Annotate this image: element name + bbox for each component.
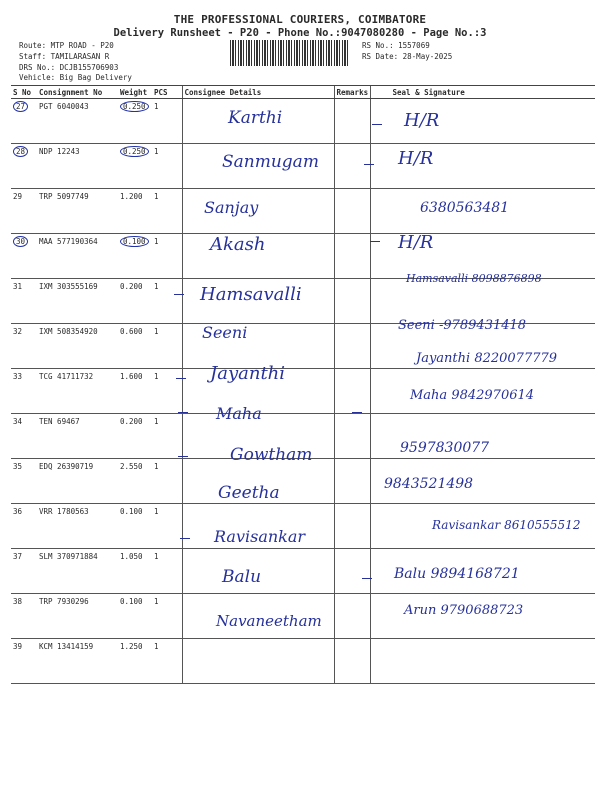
table-row: [11, 639, 595, 684]
runsheet-title: Delivery Runsheet - P20 - Phone No.:9047080280 - Page No.:3: [113, 27, 487, 39]
handwritten-signature: Arun 9790688723: [404, 603, 524, 618]
col-consignment: Consignment No: [37, 86, 118, 99]
consignment-no: SLM 370971884: [37, 549, 118, 594]
handwritten-signature: 9597830077: [400, 440, 490, 456]
handwritten-signature: Ravisankar 8610555512: [432, 518, 581, 532]
weight: 0.100: [118, 504, 152, 549]
handwritten-consignee: Sanmugam: [222, 152, 319, 172]
handwritten-consignee: Gowtham: [230, 445, 313, 465]
consignment-no: TCG 41711732: [37, 369, 118, 414]
sno: 33: [11, 369, 37, 414]
weight: 0.250: [120, 146, 149, 157]
table-row: [11, 459, 595, 504]
weight: 1.250: [118, 639, 152, 684]
consignment-no: NDP 12243: [37, 144, 118, 189]
handwritten-consignee: Balu: [222, 567, 262, 587]
weight: 0.200: [118, 279, 152, 324]
pcs: 1: [152, 234, 182, 279]
remark-dash: [364, 164, 374, 165]
weight: 1.050: [118, 549, 152, 594]
drs-number: DRS No.: DCJB155706903: [19, 63, 119, 72]
pcs: 1: [152, 99, 182, 144]
consignment-no: MAA 577190364: [37, 234, 118, 279]
sno: 37: [11, 549, 37, 594]
consignment-no: EDQ 26390719: [37, 459, 118, 504]
weight: 0.100: [118, 594, 152, 639]
consignment-no: IXM 303555169: [37, 279, 118, 324]
consignment-no: IXM 508354920: [37, 324, 118, 369]
handwritten-signature: Maha 9842970614: [410, 388, 535, 403]
handwritten-consignee: Navaneetham: [216, 612, 322, 630]
remark-dash: [372, 124, 382, 125]
pcs: 1: [152, 639, 182, 684]
col-consignee: Consignee Details: [182, 86, 334, 99]
handwritten-consignee: Geetha: [218, 483, 280, 503]
handwritten-signature: H/R: [398, 148, 434, 169]
pcs: 1: [152, 594, 182, 639]
col-remarks: Remarks: [334, 86, 370, 99]
rs-date: RS Date: 28-May-2025: [362, 52, 453, 61]
consignment-no: VRR 1780563: [37, 504, 118, 549]
consignment-no: TEN 69467: [37, 414, 118, 459]
sno: 38: [11, 594, 37, 639]
sno: 29: [11, 189, 37, 234]
pcs: 1: [152, 144, 182, 189]
remark-dash: [362, 578, 372, 579]
weight: 0.250: [120, 101, 149, 112]
col-signature: Seal & Signature: [370, 86, 595, 99]
handwritten-signature: Jayanthi 8220077779: [416, 351, 558, 366]
consignment-no: TRP 5097749: [37, 189, 118, 234]
staff-label: Staff: TAMILARASAN R: [19, 52, 110, 61]
handwritten-consignee: Jayanthi: [210, 363, 286, 384]
remark-dash: [180, 538, 190, 539]
handwritten-consignee: Sanjay: [204, 198, 259, 217]
col-sno: S No: [11, 86, 37, 99]
handwritten-signature: 6380563481: [420, 200, 510, 216]
weight: 0.200: [118, 414, 152, 459]
weight: 1.200: [118, 189, 152, 234]
remark-dash: [178, 456, 188, 457]
sno: 27: [13, 101, 28, 112]
sno: 31: [11, 279, 37, 324]
pcs: 1: [152, 549, 182, 594]
handwritten-consignee: Maha: [216, 404, 262, 423]
consignment-no: KCM 13414159: [37, 639, 118, 684]
handwritten-signature: Balu 9894168721: [394, 566, 520, 582]
handwritten-signature: H/R: [398, 232, 434, 253]
handwritten-signature: H/R: [404, 110, 440, 131]
remark-dash: [352, 412, 362, 413]
sno: 39: [11, 639, 37, 684]
remark-dash: [176, 378, 186, 379]
handwritten-consignee: Seeni: [202, 323, 248, 342]
table-row: [11, 99, 595, 144]
consignment-no: TRP 7930296: [37, 594, 118, 639]
col-pcs: PCS: [152, 86, 182, 99]
remark-dash: [174, 294, 184, 295]
pcs: 1: [152, 459, 182, 504]
vehicle-label: Vehicle: Big Bag Delivery: [19, 73, 132, 82]
sno: 32: [11, 324, 37, 369]
pcs: 1: [152, 324, 182, 369]
sno: 34: [11, 414, 37, 459]
weight: 1.600: [118, 369, 152, 414]
handwritten-signature: Hamsavalli 8098876898: [406, 272, 542, 285]
pcs: 1: [152, 504, 182, 549]
pcs: 1: [152, 189, 182, 234]
remark-dash: [370, 241, 380, 242]
pcs: 1: [152, 369, 182, 414]
handwritten-consignee: Ravisankar: [214, 527, 306, 546]
pcs: 1: [152, 279, 182, 324]
handwritten-consignee: Akash: [210, 234, 266, 255]
runsheet-table: [11, 85, 595, 684]
col-weight: Weight: [118, 86, 152, 99]
rs-number: RS No.: 1557069: [362, 41, 430, 50]
pcs: 1: [152, 414, 182, 459]
sno: 36: [11, 504, 37, 549]
weight: 2.550: [118, 459, 152, 504]
barcode: [230, 40, 350, 66]
sno: 28: [13, 146, 28, 157]
route-label: Route: MTP ROAD - P20: [19, 41, 114, 50]
handwritten-signature: Seeni -9789431418: [398, 318, 527, 333]
weight: 0.100: [120, 236, 149, 247]
sno: 30: [13, 236, 28, 247]
table-header-row: [11, 86, 595, 99]
sno: 35: [11, 459, 37, 504]
handwritten-signature: 9843521498: [384, 476, 474, 492]
weight: 0.600: [118, 324, 152, 369]
handwritten-consignee: Karthi: [228, 108, 283, 128]
company-name: THE PROFESSIONAL COURIERS, COIMBATORE: [173, 13, 427, 26]
consignment-no: PGT 6040043: [37, 99, 118, 144]
handwritten-consignee: Hamsavalli: [200, 284, 302, 305]
remark-dash: [178, 412, 188, 413]
